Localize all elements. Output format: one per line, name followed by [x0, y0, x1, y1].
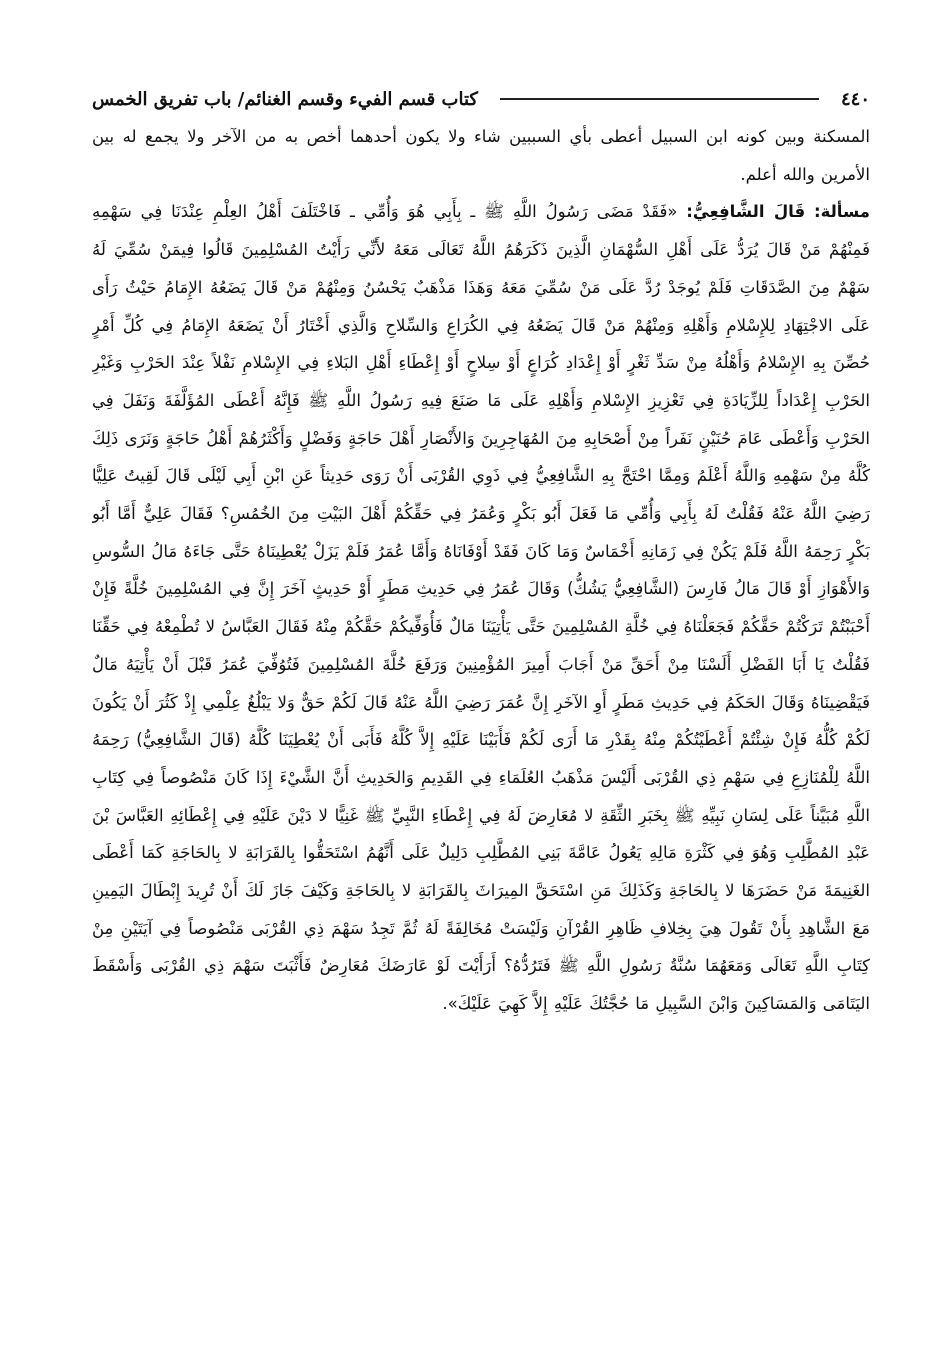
running-title: كتاب قسم الفيء وقسم الغنائم/ باب تفريق الخمس: [92, 88, 478, 110]
paragraph-issue: [92, 193, 870, 1022]
said-label: قَالَ الشَّافِعِيُّ:: [686, 202, 806, 222]
header-rule: [500, 98, 819, 100]
page-body: [92, 118, 870, 1331]
page-number: ٤٤٠: [840, 88, 870, 110]
issue-label: مسألة:: [813, 202, 870, 222]
page-header: [92, 82, 870, 116]
quote-text: «فَقَدْ مَضَى رَسُولُ اللَّهِ ﷺ ـ بِأَبِي هُوَ وَأُمِّي ـ فَاخْتَلَفَ أَهْلُ العِلْمِ عِنْدَنَا فِي سَهْمِهِ فَمِنْهُمْ مَنْ قَالَ يُرَدُّ عَلَى أَهْلِ السُّهْمَانِ الَّذِينَ ذَكَرَهُمُ اللَّهُ تَعَالَى مَعَهُ لأَنِّي رَأَيْتُ المُسْلِمِينَ قَالُوا فِيمَنْ سُمِّيَ لَهُ سَهْمٌ مِنَ الصَّدَقَاتِ فَلَمْ يُوجَدْ رُدَّ عَلَى مَنْ سُمِّيَ مَعَهُ وَهَذَا مَذْهَبٌ يَحْسُنُ وَمِنْهُمْ مَنْ قَالَ يَضَعُهُ الإِمَامُ حَيْثُ رَأَى عَلَى الاجْتِهَادِ لِلإِسْلامِ وَأَهْلِهِ وَمِنْهُمْ مَنْ قَالَ يَضَعُهُ فِي الكُرَاعِ وَالسِّلاحِ وَالَّذِي أَخْتَارُ أَنْ يَضَعَهُ الإِمَامُ فِي كُلِّ أَمْرٍ حُصِّنَ بِهِ الإِسْلامُ وَأَهْلُهُ مِنْ سَدِّ ثَغْرٍ أَوْ إِعْدَادِ كُرَاعٍ أَوْ سِلاحٍ أَوْ إِعْطَاءِ أَهْلِ البَلاءِ فِي الإِسْلامِ نَفْلاً عِنْدَ الحَرْبِ وَغَيْرِ الحَرْبِ إِعْدَاداً لِلزِّيَادَةِ فِي تَعْزِيزِ الإِسْلامِ وَأَهْلِهِ عَلَى مَا صَنَعَ فِيهِ رَسُولُ اللَّهِ ﷺ فَإِنَّهُ أَعْطَى المُؤَلَّفَةَ وَنَفَلَ فِي الحَرْبِ وَأَعْطَى عَامَ حُنَيْنٍ نَفَراً مِنْ أَصْحَابِهِ مِنَ المُهَاجِرِينَ وَالأَنْصَارِ أَهْلَ حَاجَةٍ وَفَضْلٍ وَأَكْثَرُهُمْ أَهْلُ حَاجَةٍ وَنَرَى ذَلِكَ كُلَّهُ مِنْ سَهْمِهِ وَاللَّهُ أَعْلَمُ وَمِمَّا احْتَجَّ بِهِ الشَّافِعِيُّ فِي ذَوِي القُرْبَى أَنْ رَوَى حَدِيثاً عَنِ ابْنِ أَبِي لَيْلَى قَالَ لَقِيتُ عَلِيًّا رَضِيَ اللَّهُ عَنْهُ فَقُلْتُ لَهُ بِأَبِي وَأُمِّي مَا فَعَلَ أَبُو بَكْرٍ وَعُمَرُ فِي حَقِّكُمْ أَهْلَ البَيْتِ مِنَ الخُمُسِ؟ فَقَالَ عَلِيٌّ أَمَّا أَبُو بَكْرٍ رَحِمَهُ اللَّهُ فَلَمْ يَكُنْ فِي زَمَانِهِ أَخْمَاسٌ وَمَا كَانَ فَقَدْ أَوْفَانَاهُ وَأَمَّا عُمَرُ فَلَمْ يَزَلْ يُعْطِينَاهُ حَتَّى جَاءَهُ مَالُ السُّوسِ وَالأَهْوَازِ أَوْ قَالَ مَالُ فَارِسَ (الشَّافِعِيُّ يَشُكُّ) وَقَالَ عُمَرُ فِي حَدِيثِ مَطَرٍ أَوْ حَدِيثٍ آخَرَ إِنَّ فِي المُسْلِمِينَ خُلَّةً فَإِنْ أَحْبَبْتُمْ تَرَكْتُمْ حَقَّكُمْ فَجَعَلْنَاهُ فِي خُلَّةِ المُسْلِمِينَ حَتَّى يَأْتِيَنَا مَالٌ فَأُوَفِّيكُمْ حَقَّكُمْ مِنْهُ فَقَالَ العَبَّاسُ لا تُطْمِعْهُ فِي حَقِّنَا فَقُلْتُ يَا أَبَا الفَضْلِ أَلَسْنَا مِنْ أَحَقِّ مَنْ أَجَابَ أَمِيرَ المُؤْمِنِينَ وَرَفَعَ خُلَّةَ المُسْلِمِينَ فَتُوُفِّيَ عُمَرُ قَبْلَ أَنْ يَأْتِيَهُ مَالٌ فَيَقْضِينَاهُ وَقَالَ الحَكَمُ فِي حَدِيثِ مَطَرٍ أَوِ الآخَرِ إِنَّ عُمَرَ رَضِيَ اللَّهُ عَنْهُ قَالَ لَكُمْ حَقٌّ وَلا يَبْلُغُ عِلْمِي إِذْ كَثُرَ أَنْ يَكُونَ لَكُمْ كُلُّهُ فَإِنْ شِئْتُمْ أَعْطَيْتُكُمْ مِنْهُ بِقَدْرِ مَا أَرَى لَكُمْ فَأَبَيْنَا عَلَيْهِ إِلاَّ كُلَّهُ فَأَبَى أَنْ يُعْطِيَنَا كُلَّهُ (قَالَ الشَّافِعِيُّ) رَحِمَهُ اللَّهُ لِلْمُنَازِعِ فِي سَهْمِ ذِي القُرْبَى أَلَيْسَ مَذْهَبُ العُلَمَاءِ فِي القَدِيمِ وَالحَدِيثِ أَنَّ الشَّيْءَ إِذَا كَانَ مَنْصُوصاً فِي كِتَابِ اللَّهِ مُبَيَّناً عَلَى لِسَانِ نَبِيِّهِ ﷺ بِخَبَرِ الثِّقَةِ لا مُعَارِضَ لَهُ فِي إِعْطَاءِ النَّبِيِّ ﷺ غَنِيًّا لا دَيْنَ عَلَيْهِ فِي إِعْطَائِهِ العَبَّاسَ بْنَ عَبْدِ المُطَّلِبِ وَهُوَ فِي كَثْرَةِ مَالِهِ يَعُولُ عَامَّةَ بَنِي المُطَّلِبِ دَلِيلٌ عَلَى أَنَّهُمُ اسْتَحَقُّوا بِالقَرَابَةِ لا بِالحَاجَةِ كَمَا أَعْطَى الغَنِيمَةَ مَنْ حَضَرَهَا لا بِالحَاجَةِ وَكَذَلِكَ مَنِ اسْتَحَقَّ المِيرَاثَ بِالقَرَابَةِ لا بِالحَاجَةِ وَكَيْفَ جَازَ لَكَ أَنْ تُرِيدَ إِبْطَالَ اليَمِينِ مَعَ الشَّاهِدِ بِأَنْ تَقُولَ هِيَ بِخِلافِ ظَاهِرِ القُرْآنِ وَلَيْسَتْ مُخَالِفَةً لَهُ ثُمَّ تَجِدُ سَهْمَ ذِي القُرْبَى مَنْصُوصاً فِي آيَتَيْنِ مِنْ كِتَابِ اللَّهِ تَعَالَى وَمَعَهُمَا سُنَّةُ رَسُولِ اللَّهِ ﷺ فَتَرُدُّهُ؟ أَرَأَيْتَ لَوْ عَارَضَكَ مُعَارِضٌ فَأَثْبَتَ سَهْمَ ذِي القُرْبَى وَأَسْقَطَ اليَتَامَى وَالمَسَاكِينَ وَابْنَ السَّبِيلِ مَا حُجَّتُكَ عَلَيْهِ إِلاَّ كَهِيَ عَلَيْكَ».: [92, 202, 870, 1014]
paragraph-continuation: المسكنة وبين كونه ابن السبيل أعطى بأي السببين شاء ولا يكون أحدهما أخص به من الآخر ولا يجمع له بين الأمرين والله أعلم.: [92, 127, 870, 184]
